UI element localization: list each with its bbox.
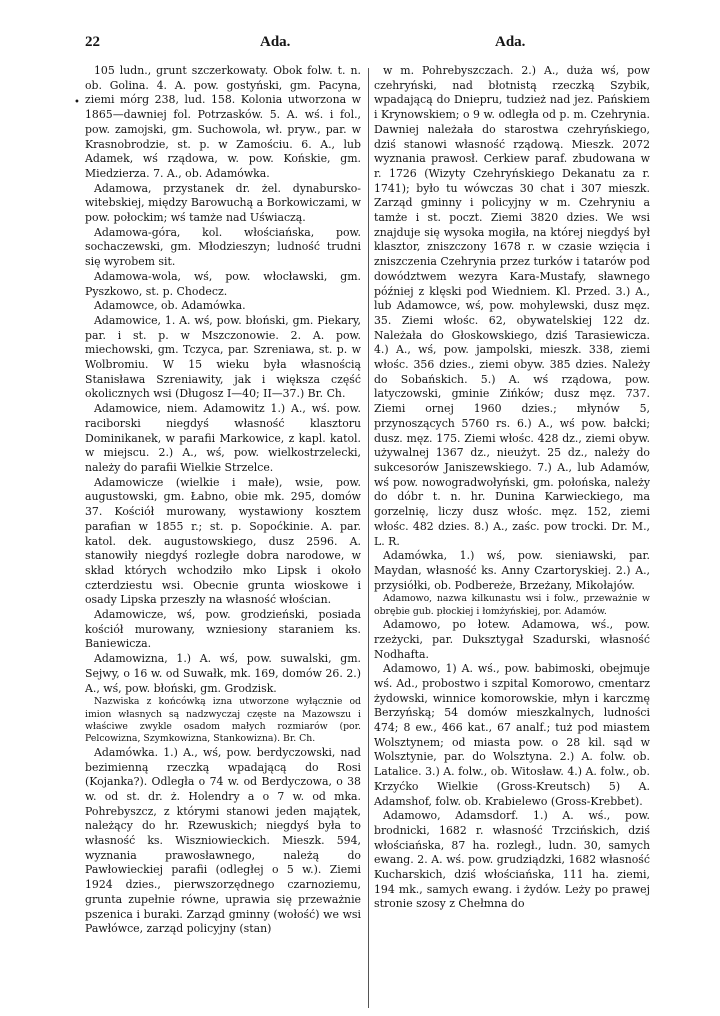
entry: Adamowizna, 1.) A. wś, pow. suwalski, gm. Sejwy, o 16 w. od Suwałk, mk. 169, domów 26. 2.) A., wś, pow. błoński, gm. Grodzisk.: [85, 652, 361, 695]
entry: Adamowa-wola, wś, pow. włocławski, gm. Pyszkowo, st. p. Chodecz.: [85, 269, 361, 298]
entry: w m. Pohrebyszczach. 2.) A., duża wś, pow czehryński, nad błotnistą rzeczką Szybik, wpadającą do Dniepru, tudzież nad jez. Pańskiem i Krynowskiem; o 9 w. odległa od p. m. Czehrynia. Dawniej należała do starostwa czehryńskiego, dziś stanowi własność rządową. Mieszk. 2072 wyznania prawosł. Cerkiew paraf. zbudowana w r. 1726 (Wizyty Czehryńskiego Dekanatu za r. 1741); było tu wówczas 30 chat i 307 mieszk. Zarząd gminny i policyjny w m. Czehryniu a tamże i st. poczt. Ziemi 3820 dzies. We wsi znajduje się wysoka mogiła, na której niegdyś był klasztor, zniszczony 1678 r. w czasie wzięcia i zniszczenia Czehrynia przez turków i tatarów pod dowództwem wezyra Kara-Mustafy, sławnego później z klęski pod Wiedniem. Kl. Przed. 3.) A., lub Adamowce, wś, pow. mohylewski, dusz męz. 35. Ziemi włośc. 62, obywatelskiej 122 dz. Należała do Głoskowskiego, dziś Tarasiewicza. 4.) A., wś, pow. jampolski, mieszk. 338, ziemi włośc. 356 dzies., ziemi obyw. 385 dzies. Należy do Sobańskich. 5.) A. wś rządowa, pow. latyczowski, gminie Zińków; dusz męz. 737. Ziemi ornej 1960 dzies.; młynów 5, przynoszących 5760 rs. 6.) A., wś pow. bałcki; dusz. męz. 175. Ziemi włośc. 428 dz., ziemi obyw. używalnej 1367 dz., nieużyt. 25 dz., należy do sukcesorów Janiszewskiego. 7.) A., lub Adamów, wś pow. nowogradwołyński, gm. połońska, należy do dóbr t. n. hr. Dunina Karwieckiego, ma gorzelnię, liczy dusz włośc. męz. 152, ziemi włośc. 482 dzies. 8.) A., zaśc. pow trocki. Dr. M., L. R.: [374, 64, 650, 548]
entry: Adamówka, 1.) wś, pow. sieniawski, par. Maydan, własność ks. Anny Czartoryskiej. 2.) A., przysiółki, ob. Podbereże, Brzeżany, Mikołajów.: [374, 549, 650, 592]
margin-mark: •: [74, 97, 80, 108]
page-number: 22: [85, 34, 100, 50]
column-divider: [368, 68, 369, 1008]
entry: Adamowo, Adamsdorf. 1.) A. wś., pow. brodnicki, 1682 r. własność Trzcińskich, dziś włościańska, 87 ha. rozległ., ludn. 30, samych ewang. 2. A. wś. pow. grudziądzki, 1682 własność Kucharskich, dziś włościańska, 111 ha. ziemi, 194 mk., samych ewang. i żydów. Leży po prawej stronie szosy z Chełmna do: [374, 809, 650, 911]
entry: Adamowice, niem. Adamowitz 1.) A., wś. pow. raciborski niegdyś własność klasztoru Dominikanek, w parafii Markowice, z kapl. katol. w miejscu. 2.) A., wś, pow. wielkostrzelecki, należy do parafii Wielkie Strzelce.: [85, 402, 361, 474]
entry: 105 ludn., grunt szczerkowaty. Obok folw. t. n. ob. Golina. 4. A. pow. gostyński, gm. Pacyna, ziemi mórg 238, lud. 158. Kolonia utworzona w 1865—dawniej fol. Potrzasków. 5. A. wś. i fol., pow. zamojski, gm. Suchowola, wł. pryw., par. w Krasnobrodzie, st. p. w Zamościu. 6. A., lub Adamek, wś rządowa, w. pow. Końskie, gm. Miedzierza. 7. A., ob. Adamówka.: [85, 64, 361, 180]
entry: Adamowa, przystanek dr. żel. dynabursko-witebskiej, między Barowuchą a Borkowiczami, w pow. połockim; wś tamże nad Uświaczą.: [85, 181, 361, 225]
note-entry: Nazwiska z końcówką izna utworzone wyłącznie od imion własnych są nadzwyczaj częste na Mazowszu i właściwe zwykle osadom małych rozmiarów (por. Pelcowizna, Szymkowizna, Stankowizna). Br. Ch.: [85, 696, 361, 745]
note-entry: Adamowo, nazwa kilkunastu wsi i folw., przeważnie w obrębie gub. płockiej i łomżyńskiej, por. Adamów.: [374, 593, 650, 617]
entry: Adamowicze (wielkie i małe), wsie, pow. augustowski, gm. Łabno, obie mk. 295, domów 37. Kościół murowany, wystawiony kosztem parafian w 1855 r.; st. p. Sopoćkinie. A. par. katol. dek. augustowskiego, dusz 2596. A. stanowiły niegdyś rozległe dobra narodowe, w skład których wchodziło mko Lipsk i około czterdziestu wsi. Obecnie grunta wioskowe i osady Lipska przeszły na własność włościan.: [85, 475, 361, 607]
entry: Adamowicze, wś, pow. grodzieński, posiada kościół murowany, wzniesiony staraniem ks. Baniewicza.: [85, 608, 361, 651]
page-header: [85, 34, 655, 56]
running-head-right: Ada.: [495, 34, 526, 50]
left-column: [85, 64, 361, 937]
right-column: [374, 64, 650, 912]
entry: Adamowa-góra, kol. włościańska, pow. sochaczewski, gm. Młodzieszyn; ludność trudni się wyrobem sit.: [85, 225, 361, 269]
entry: Adamowo, 1) A. wś., pow. babimoski, obejmuje wś. Ad., probostwo i szpital Komorowo, cmentarz żydowski, winnice komorowskie, młyn i karczmę Berzyńską; 54 domów mieszkalnych, ludności 474; 8 ew., 466 kat., 67 analf.; tuż pod miastem Wolsztynem; od miasta pow. o 28 kil. sąd w Wolsztynie, par. do Wolsztyna. 2.) A. folw. ob. Latalice. 3.) A. folw., ob. Witosław. 4.) A. folw., ob. Krzyćko Wielkie (Gross-Kreutsch) 5) A. Adamshof, folw. ob. Krabielewo (Gross-Krebbet).: [374, 662, 650, 808]
entry: Adamowice, 1. A. wś, pow. błoński, gm. Piekary, par. i st. p. w Mszczonowie. 2. A. pow. miechowski, gm. Tczyca, par. Szreniawa, st. p. w Wolbromiu. W 15 wieku była własnością Stanisława Szreniawity, jak i większa część okolicznych wsi (Długosz I—40; II—37.) Br. Ch.: [85, 313, 361, 401]
entry: Adamówka. 1.) A., wś, pow. berdyczowski, nad bezimienną rzeczką wpadającą do Rosi (Kojanka?). Odległa o 74 w. od Berdyczowa, o 38 w. od st. dr. ż. Holendry a o 7 w. od mka. Pohrebyszcz, z którymi stanowi jeden majątek, należący do hr. Rzewuskich; niegdyś była to własność ks. Wiszniowieckich. Mieszk. 594, wyznania prawosławnego, należą do Pawłowieckiej parafii (odległej o 5 w.). Ziemi 1924 dzies., pierwszorzędnego czarnoziemu, grunta zupełnie równe, uprawia się przeważnie pszenica i buraki. Zarząd gminny (wołość) we wsi Pawłówce, zarząd policyjny (stan): [85, 745, 361, 936]
entry: Adamowce, ob. Adamówka.: [94, 299, 246, 313]
running-head-left: Ada.: [260, 34, 291, 50]
entry: Adamowo, po łotew. Adamowa, wś., pow. rzeżycki, par. Duksztygał Szadurski, własność Nodhafta.: [374, 618, 650, 661]
